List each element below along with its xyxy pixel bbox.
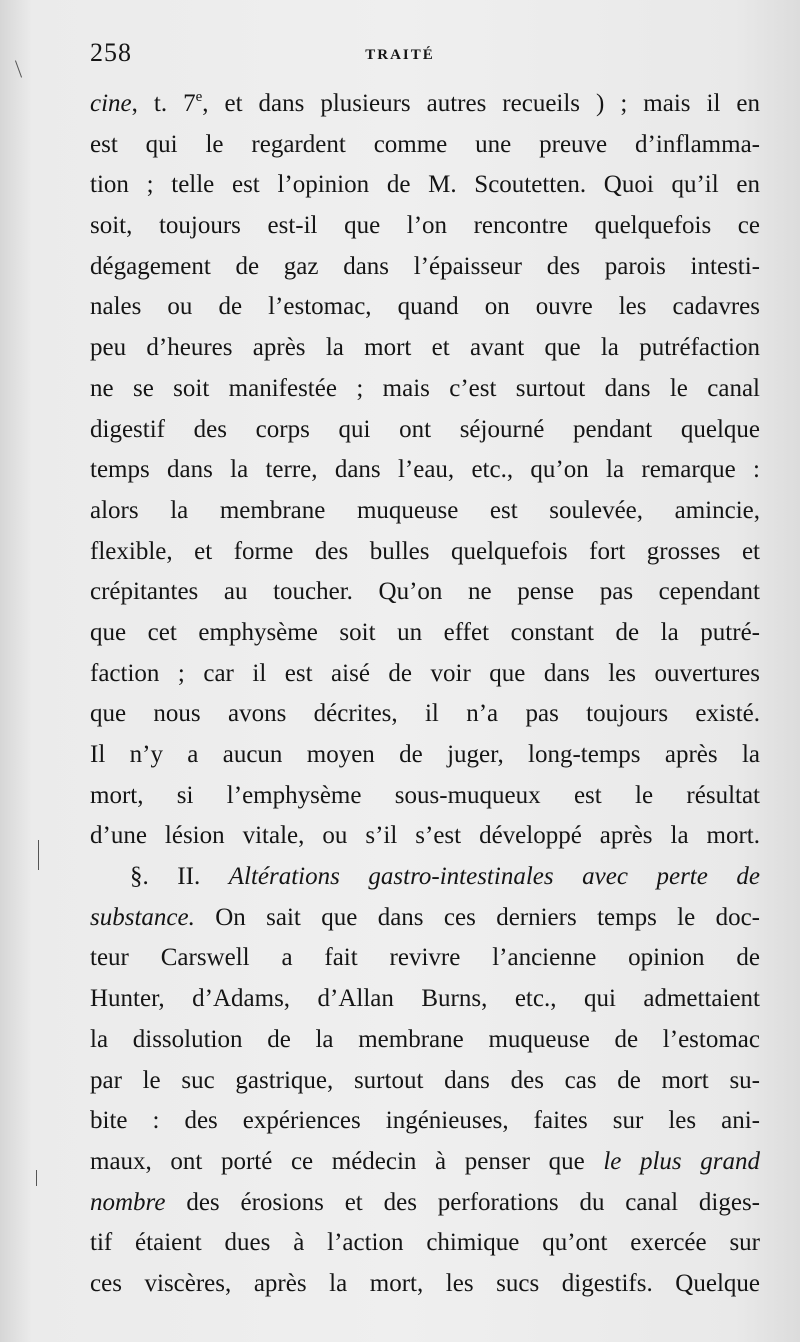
text-line: ces viscères, après la mort, les sucs digestifs. Quelque xyxy=(90,1269,760,1297)
line-text: des érosions et des perforations du canal diges- xyxy=(165,1188,760,1216)
line-italic: nombre xyxy=(90,1188,166,1216)
text-line: dégagement de gaz dans l’épaisseur des parois intesti- xyxy=(90,252,760,280)
running-title: TRAITÉ xyxy=(365,47,435,63)
section-number: §. II. xyxy=(130,863,229,891)
text-line: la dissolution de la membrane muqueuse de l’estomac xyxy=(90,1025,760,1053)
body-text xyxy=(90,84,760,1305)
text-line: que cet emphysème soit un effet constant de la putré- xyxy=(90,618,760,646)
margin-mark xyxy=(36,1170,37,1186)
text-line: mort, si l’emphysème sous-muqueux est le résultat xyxy=(90,781,760,809)
line-text: , et dans plusieurs autres recueils ) ; mais il en xyxy=(202,90,760,117)
section-title-continued: substance. xyxy=(90,903,195,931)
text-line: nales ou de l’estomac, quand on ouvre les cadavres xyxy=(90,293,760,321)
text-line xyxy=(90,84,760,125)
section-title: Altérations gastro-intestinales avec perte de xyxy=(228,863,760,891)
line-italic: le plus grand xyxy=(603,1147,760,1175)
page-number: 258 xyxy=(90,38,132,67)
text-line: tif étaient dues à l’action chimique qu’ont exercée sur xyxy=(90,1229,760,1257)
text-line xyxy=(90,1142,760,1183)
text-line: Hunter, d’Adams, d’Allan Burns, etc., qui admettaient xyxy=(90,985,760,1013)
text-line: faction ; car il est aisé de voir que dans les ouvertures xyxy=(90,659,760,687)
text-line: peu d’heures après la mort et avant que la putréfaction xyxy=(90,334,760,362)
text-line: est qui le regardent comme une preuve d’inflamma- xyxy=(90,130,760,158)
text-line: temps dans la terre, dans l’eau, etc., qu’on la remarque : xyxy=(90,456,760,484)
text-line xyxy=(90,1183,760,1224)
superscript: e xyxy=(195,89,203,105)
text-line: digestif des corps qui ont séjourné pendant quelque xyxy=(90,415,760,443)
text-line: par le suc gastrique, surtout dans des cas de mort su- xyxy=(90,1066,760,1094)
text-line: crépitantes au toucher. Qu’on ne pense pas cependant xyxy=(90,578,760,606)
text-line: bite : des expériences ingénieuses, faites sur les ani- xyxy=(90,1107,760,1135)
text-line: Il n’y a aucun moyen de juger, long-temps après la xyxy=(90,741,760,768)
line-text: On sait que dans ces derniers temps le doc- xyxy=(194,903,760,931)
text-line: tion ; telle est l’opinion de M. Scoutetten. Quoi qu’il en xyxy=(90,171,760,199)
text-line: soit, toujours est-il que l’on rencontre quelquefois ce xyxy=(90,212,760,240)
text-line: que nous avons décrites, il n’a pas toujours existé. xyxy=(90,700,760,728)
text-line: teur Carswell a fait revivre l’ancienne opinion de xyxy=(90,944,760,972)
text-line xyxy=(90,898,760,939)
line-text: , t. 7 xyxy=(131,90,196,117)
line-italic: cine xyxy=(90,90,132,117)
section-heading-line xyxy=(90,857,760,898)
text-line: flexible, et forme des bulles quelquefois fort grosses et xyxy=(90,537,760,565)
text-line: alors la membrane muqueuse est soulevée, amincie, xyxy=(90,496,760,524)
margin-mark xyxy=(38,840,39,870)
line-text: maux, ont porté ce médecin à penser que xyxy=(90,1147,604,1175)
text-line: d’une lésion vitale, ou s’il s’est développé après la mort. xyxy=(90,822,760,850)
text-line: ne se soit manifestée ; mais c’est surtout dans le canal xyxy=(90,374,760,402)
